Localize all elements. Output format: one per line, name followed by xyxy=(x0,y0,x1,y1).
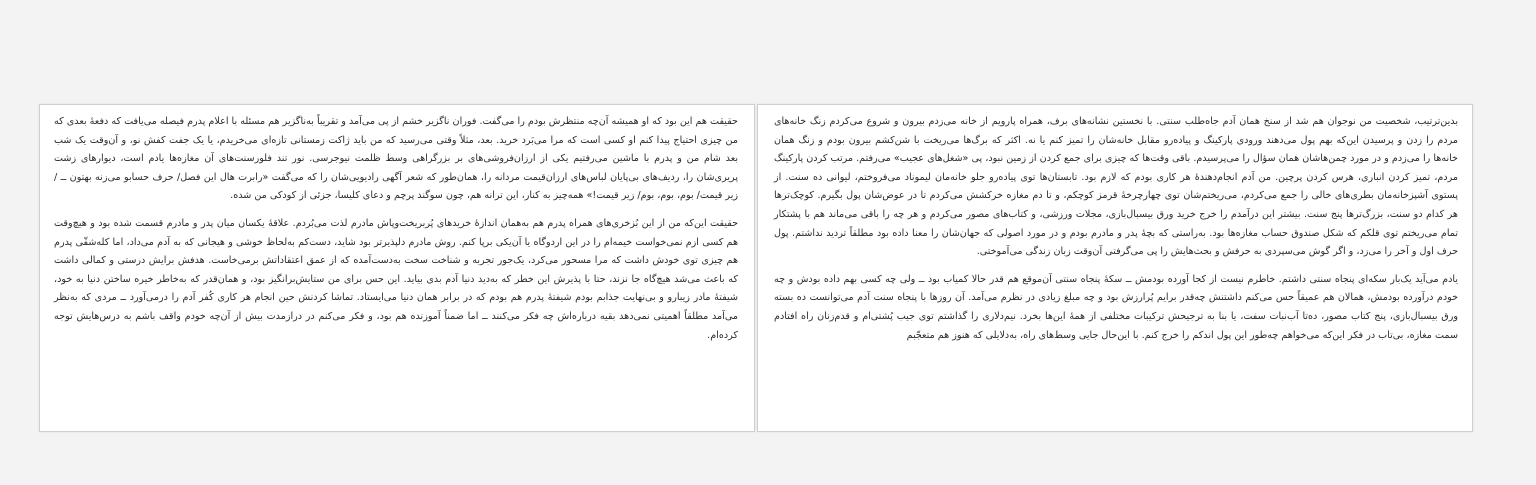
left-page xyxy=(39,104,755,432)
right-page xyxy=(757,104,1473,432)
paragraph: بدین‌ترتیب، شخصیت من نوجوان هم شد از سنخ همان آدم جاه‌طلب سنتی. با نخستین نشانه‌های برف، همراه پارویم از خانه می‌زدم بیرون و شروع می‌کردم زنگ خانه‌های مردم را زدن و پرسیدن این‌که بهم پول می‌دهند ورودی پارکینگ و پیاده‌رو مقابل خانه‌شان را تمیز کنم یا نه. اکثر که برگ‌ها می‌ریخت با شن‌کشم بیرون بودم و زنگ همان خانه‌ها را می‌زدم و در مورد چمن‌هاشان همان سؤال را می‌پرسیدم. باقی وقت‌ها که چیزی برای جمع کردن از زمین نبود، پی «شغل‌های عجیب» می‌رفتم. مرتب کردن پارکینگ مردم، تمیز کردن انباری، هرس کردن پرچین. من آدم انجام‌دهندهٔ هر کاری بودم که لازم بود. تابستان‌ها توی پیاده‌رو جلو خانه‌مان لیموناد می‌فروختم، لیوانی ده سنت. از پستوی آشپزخانه‌مان بطری‌های خالی را جمع می‌کردم، می‌ریختم‌شان توی چهارچرخهٔ قرمز کوچکم، و تا دم مغازه خرکشش می‌کردم تا در عوض‌شان پول بگیرم. کوچک‌ترها هر کدام دو سنت، بزرگ‌ترها پنج سنت. بیشتر این درآمدم را خرج خرید ورق بیسبال‌بازی، مجلات ورزشی، و کتاب‌های مصور می‌کردم و هر چه را باقی می‌ماند هم با پشتکار تمام می‌ریختم توی قلکم که شکل صندوق حساب مغازه‌ها بود. به‌راستی که بچهٔ پدر و مادرم بودم و در مورد اصولی که جهان‌شان را معنا داده بود مطلقاً تردید نداشتم. پول حرف اول و آخر را می‌زد، و اگر گوش می‌سپردی به حرفش و بحث‌هایش را پی می‌گرفتی آن‌وقت زبان زندگی می‌آموختی. xyxy=(774,116,1458,258)
paragraph: یادم می‌آید یک‌بار سکه‌ای پنجاه سنتی داشتم. خاطرم نیست از کجا آورده بودمش ــ سکهٔ پنجاه سنتی آن‌موقع هم قدر حالا کمیاب بود ــ ولی چه کسی بهم داده بودش و چه خودم درآورده بودمش، همالان هم عمیقاً حس می‌کنم داشتنش چه‌قدر برایم پُرارزش بود و چه مبلغ زیادی در نظرم می‌آمد. آن روزها با پنجاه سنت آدم می‌توانست ده بسته ورق بیسبال‌بازی، پنج کتاب مصور، ده‌تا آب‌نبات سفت، یا بنا به ترجیحش ترکیبات مختلفی از همهٔ این‌ها بخرد. نیم‌دلاری را گذاشتم توی جیب پُشتی‌ام و قدم‌زنان راه افتادم سمت مغازه، بی‌تاب در فکر این‌که می‌خواهم چه‌طور این پول اندکم را خرج کنم. با این‌حال جایی وسط‌های راه، به‌دلایلی که هنوز هم متعجّبم xyxy=(774,273,1458,341)
book-spread xyxy=(39,104,1473,432)
paragraph: حقیقت این‌که من از این بُزخری‌های همراه پدرم هم به‌همان اندازهٔ خریدهای پُربریخت‌وپاش مادرم لذت می‌بُردم. علاقهٔ یکسان میان پدر و مادرم قسمت شده بود و هیچ‌وقت هم کسی ازم نمی‌خواست خیمه‌ام را در این اردوگاه یا آن‌یکی برپا کنم. روش مادرم دلپذیرتر بود شاید، دست‌کم به‌لحاظ خوشی و هیجانی که به آدم می‌داد، اما کله‌شقّی پدرم هم چیزی توی خودش داشت که مرا مسحور می‌کرد، یک‌جور تجربه و شناخت سخت به‌دست‌آمده که از عمق اعتقاداتش برمی‌خاست. هدفش برایش درستی و کمالی داشت که باعث می‌شد هیچ‌گاه جا نزند، حتا با پذیرش این خطر که به‌دید دنیا آدم بدی بیاید. این حس برای من ستایش‌برانگیز بود، و همان‌قدر که به‌خاطر خیره ساختن دنیا به خود، شیفتهٔ مادر زیبارو و بی‌نهایت جذابم بودم شیفتهٔ پدرم هم بودم که در برابر همان دنیا می‌ایستاد. تماشا کردنش حین انجام هر کاری کُفر آدم را درمی‌آورد ــ مردی که به‌نظر می‌آمد مطلقاً اهمیتی نمی‌دهد بقیه درباره‌اش چه فکر می‌کنند ــ اما ضمناً آموزنده هم بود، و فکر می‌کنم در درازمدت بیش از آن‌چه خودم واقف باشم به درس‌هایش توجه کرده‌ام. xyxy=(54,217,738,341)
paragraph: حقیقت هم این بود که او همیشه آن‌چه منتظرش بودم را می‌گفت. فوران ناگزیر خشم از پی می‌آمد و تقریباً به‌ناگزیر هم مسئله با اعلام پدرم فیصله می‌یافت که دفعهٔ بعدی که من چیزی احتیاج پیدا کنم او کسی است که مرا می‌بَرد خرید. بعد، مثلاً وقتی می‌رسید که من باید ژاکت زمستانی تازه‌ای می‌خریدم، یا یک جفت کفش نو، و آن‌وقت یک شب بعد شام من و پدرم با ماشین می‌رفتیم یکی از ارزان‌فروشی‌های بر بزرگراهی وسط ظلمت نیوجرسی. نور تند فلورسنت‌های آن مغازه‌ها یادم است، دیوارهای زشت پریری‌شان را، ردیف‌های بی‌پایان لباس‌های ارزان‌قیمت مردانه را، همان‌طور که شعر آگهی رادیویی‌شان را که می‌گفت «رابرت هال این فصل/ حرف حسابو می‌زنه بهتون ــ / زیر قیمت/ بوم، بوم، بوم/ زیر قیمت!» همه‌چیز به کنار، این ترانه هم، چون سوگند پرچم و دعای کلیسا، جزئی از کودکی من شده. xyxy=(54,116,738,202)
